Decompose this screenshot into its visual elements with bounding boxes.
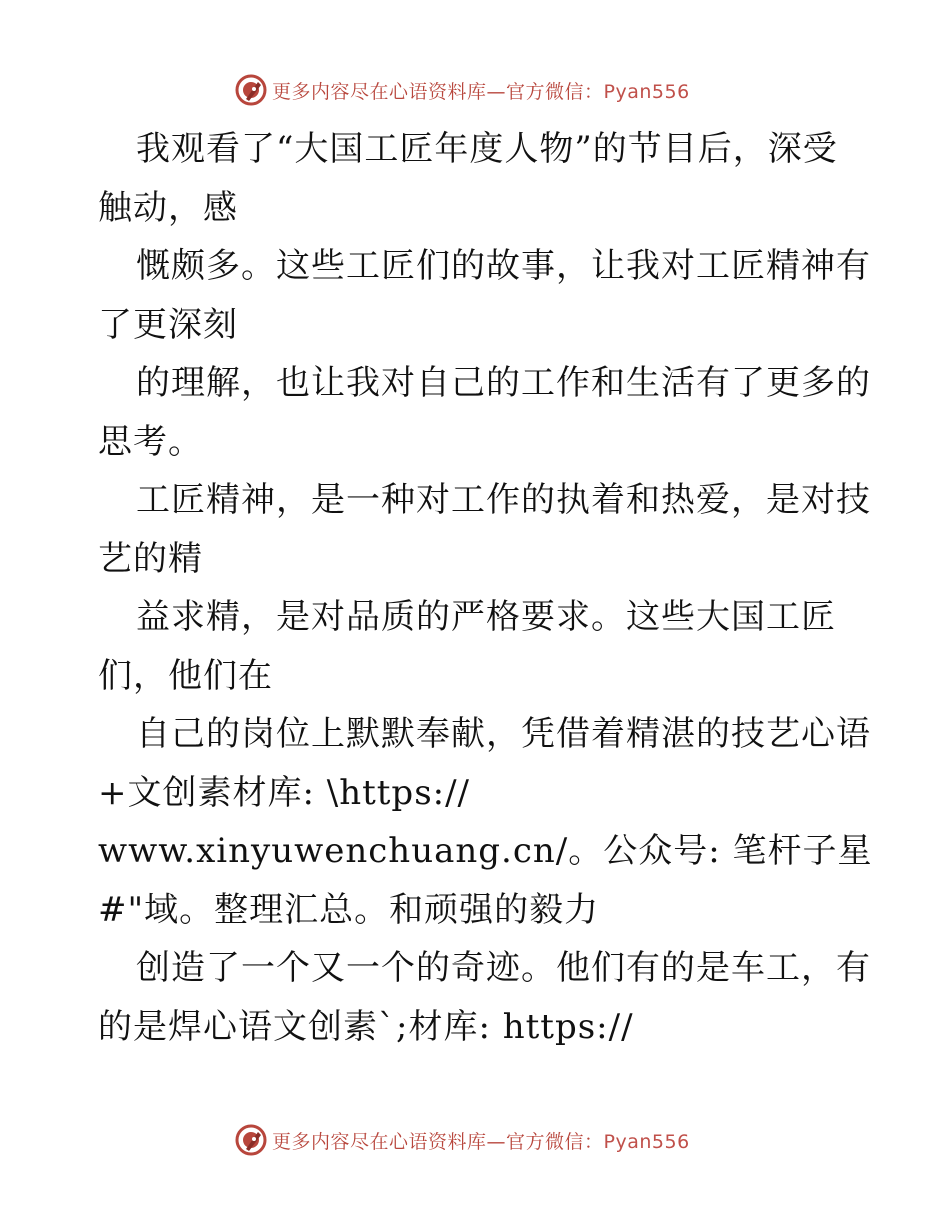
header-watermark <box>234 72 714 108</box>
text-line: 创造了一个又一个的奇迹。他们有的是车工，有 <box>136 948 871 988</box>
watermark-id: Pyan556 <box>603 80 690 103</box>
watermark-id: Pyan556 <box>603 1130 690 1153</box>
text-line: 了更深刻 <box>98 304 238 345</box>
watermark-text: 更多内容尽在心语资料库—官方微信： <box>272 80 604 103</box>
watermark-text: 更多内容尽在心语资料库—官方微信： <box>272 1130 604 1153</box>
text-line: 触动，感 <box>98 187 238 228</box>
text-line: 工匠精神，是一种对工作的执着和热爱，是对技 <box>136 480 871 520</box>
text-line: 们，他们在 <box>98 655 273 696</box>
text-line: 艺的精 <box>98 538 203 579</box>
footer-watermark <box>234 1122 714 1158</box>
text-line: 思考。 <box>98 421 203 462</box>
text-line: 的是焊心语文创素`;材库: https:// <box>98 1006 634 1047</box>
text-line: 自己的岗位上默默奉献，凭借着精湛的技艺心语 <box>136 714 871 754</box>
text-line: +文创素材库: \https:// <box>98 772 471 813</box>
text-line: #"域。整理汇总。和顽强的毅力 <box>98 889 600 930</box>
text-line: 慨颇多。这些工匠们的故事，让我对工匠精神有 <box>136 246 871 286</box>
text-line: www.xinyuwenchuang.cn/。公众号: 笔杆子星 <box>98 831 873 871</box>
pen-nib-logo-icon <box>234 1123 268 1157</box>
pen-nib-logo-icon <box>234 73 268 107</box>
text-line: 益求精，是对品质的严格要求。这些大国工匠 <box>136 597 836 637</box>
article-body <box>98 120 873 1056</box>
text-line: 的理解，也让我对自己的工作和生活有了更多的 <box>136 363 871 403</box>
text-line: 我观看了“大国工匠年度人物”的节目后，深受 <box>136 129 838 169</box>
